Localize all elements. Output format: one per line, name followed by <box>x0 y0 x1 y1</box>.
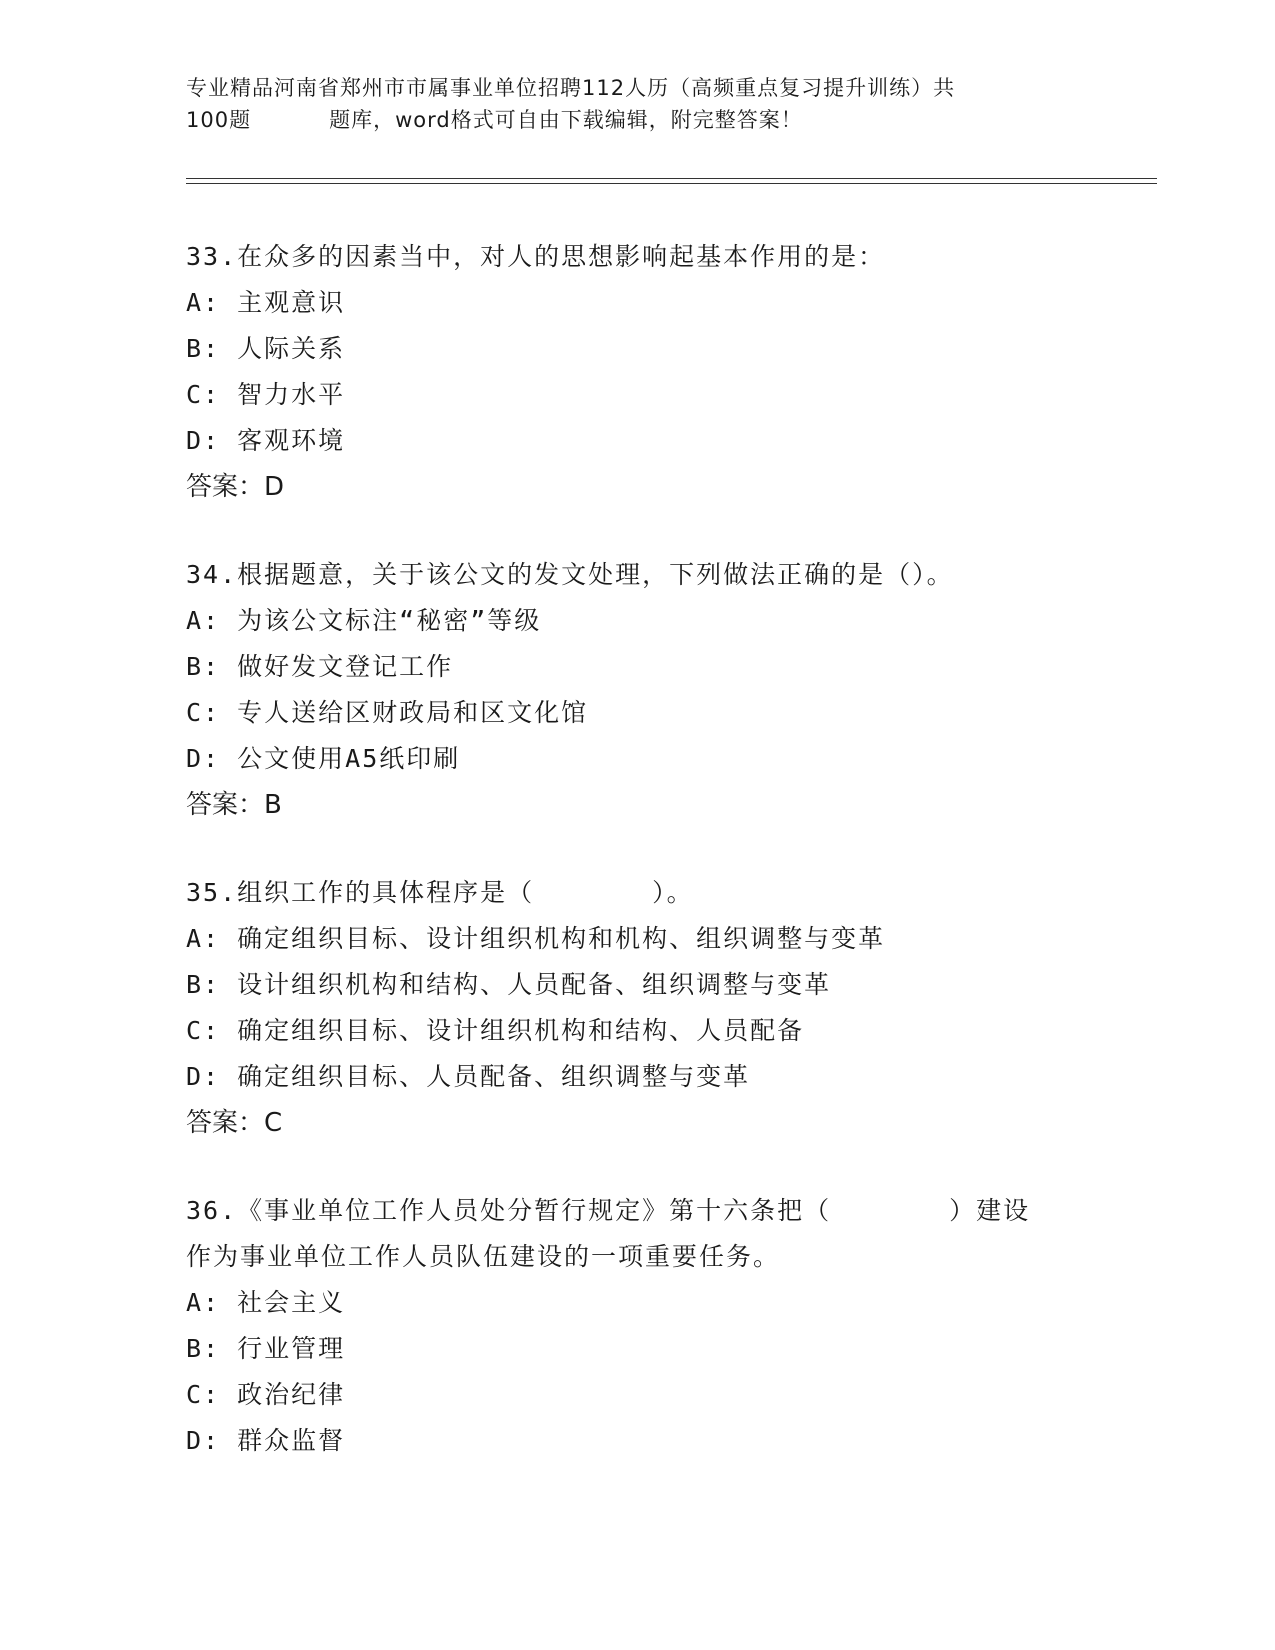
option-c: C: 确定组织目标、设计组织机构和结构、人员配备 <box>186 1016 805 1045</box>
header-tail: 题库，word格式可自由下载编辑，附完整答案！ <box>329 108 803 132</box>
option-a: A: 社会主义 <box>186 1288 346 1317</box>
option-a: A: 确定组织目标、设计组织机构和机构、组织调整与变革 <box>186 924 886 953</box>
header-line-1: 专业精品河南省郑州市市属事业单位招聘112人历（高频重点复习提升训练）共 <box>186 76 956 100</box>
question-text-end: ）建设 <box>949 1196 1031 1225</box>
question-text <box>186 1188 1086 1234</box>
question-text: 34.根据题意，关于该公文的发文处理，下列做法正确的是（）。 <box>186 560 954 589</box>
answer: 答案：C <box>186 1108 283 1138</box>
question-35 <box>186 870 1086 1146</box>
option-c: C: 政治纪律 <box>186 1380 346 1409</box>
option-b: B: 人际关系 <box>186 334 346 363</box>
option-a: A: 主观意识 <box>186 288 346 317</box>
option-c: C: 智力水平 <box>186 380 346 409</box>
question-36 <box>186 1188 1086 1464</box>
question-text: 33.在众多的因素当中，对人的思想影响起基本作用的是： <box>186 242 886 271</box>
header-count: 100题 <box>186 108 252 132</box>
option-b: B: 行业管理 <box>186 1334 346 1363</box>
question-text-start: 35.组织工作的具体程序是（ <box>186 878 535 907</box>
option-d: D: 客观环境 <box>186 426 346 455</box>
option-d: D: 群众监督 <box>186 1426 346 1455</box>
option-a: A: 为该公文标注“秘密”等级 <box>186 606 542 635</box>
header-divider-bottom <box>186 183 1157 184</box>
question-text <box>186 870 1086 916</box>
option-d: D: 公文使用A5纸印刷 <box>186 744 461 773</box>
question-34 <box>186 552 1086 828</box>
document-header <box>186 72 1066 136</box>
question-33 <box>186 234 1086 510</box>
header-divider-top <box>186 178 1157 179</box>
header-line-2 <box>186 104 1066 136</box>
option-d: D: 确定组织目标、人员配备、组织调整与变革 <box>186 1062 751 1091</box>
option-b: B: 做好发文登记工作 <box>186 652 454 681</box>
question-text-end: ）。 <box>652 878 694 907</box>
question-list <box>186 234 1086 1506</box>
answer: 答案：B <box>186 790 282 820</box>
question-text-start: 36.《事业单位工作人员处分暂行规定》第十六条把（ <box>186 1196 832 1225</box>
option-b: B: 设计组织机构和结构、人员配备、组织调整与变革 <box>186 970 832 999</box>
question-text-continued: 作为事业单位工作人员队伍建设的一项重要任务。 <box>186 1242 781 1271</box>
option-c: C: 专人送给区财政局和区文化馆 <box>186 698 589 727</box>
answer: 答案：D <box>186 472 285 502</box>
